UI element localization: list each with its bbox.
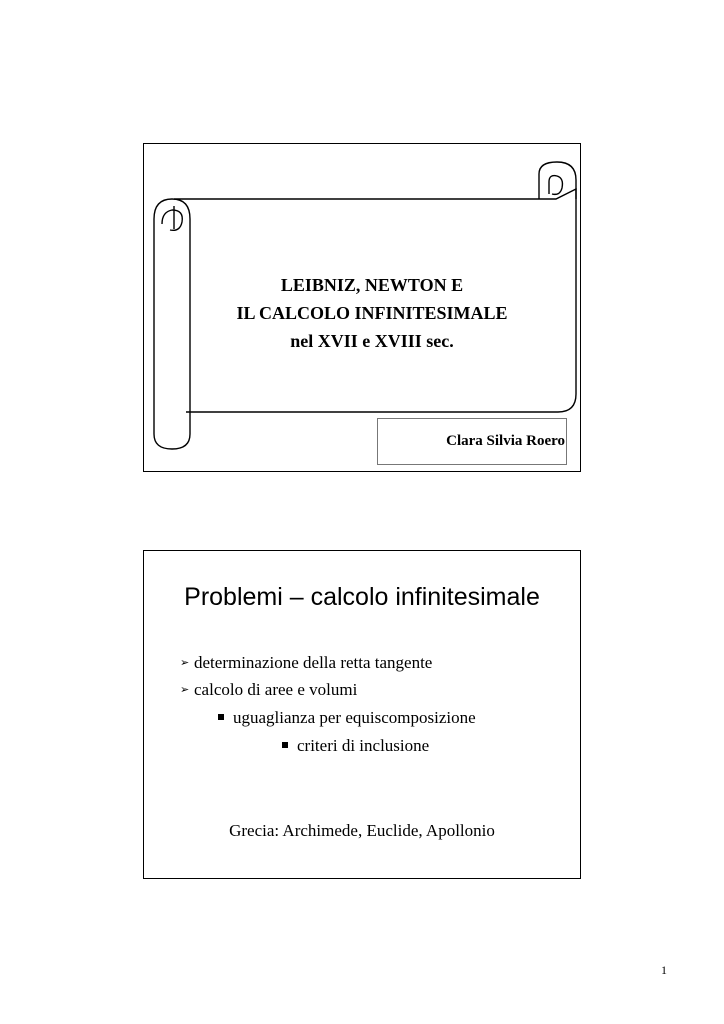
arrow-bullet-icon: ➢ [180,657,190,669]
title-line-3: nel XVII e XVIII sec. [290,331,454,351]
arrow-bullet-icon: ➢ [180,684,190,696]
slide-title [184,271,560,355]
slide-heading: Problemi – calcolo infinitesimale [184,583,540,611]
sub-bullet-item: criteri di inclusione [282,736,429,756]
author-name: Clara Silvia Roero [446,433,565,449]
footer-text: Grecia: Archimede, Euclide, Apollonio [229,821,495,840]
bullet-item: ➢ determinazione della retta tangente [180,653,433,672]
content-slide [143,550,581,879]
bullet-item: ➢ calcolo di aree e volumi [180,680,358,699]
square-bullet-icon [218,714,224,720]
page-number: 1 [661,963,667,977]
title-line-2: IL CALCOLO INFINITESIMALE [236,303,508,323]
author-box [377,418,567,465]
title-slide [143,143,581,472]
title-line-1: LEIBNIZ, NEWTON E [280,275,464,295]
sub-bullet-item: uguaglianza per equiscomposizione [218,708,476,728]
square-bullet-icon [282,742,288,748]
